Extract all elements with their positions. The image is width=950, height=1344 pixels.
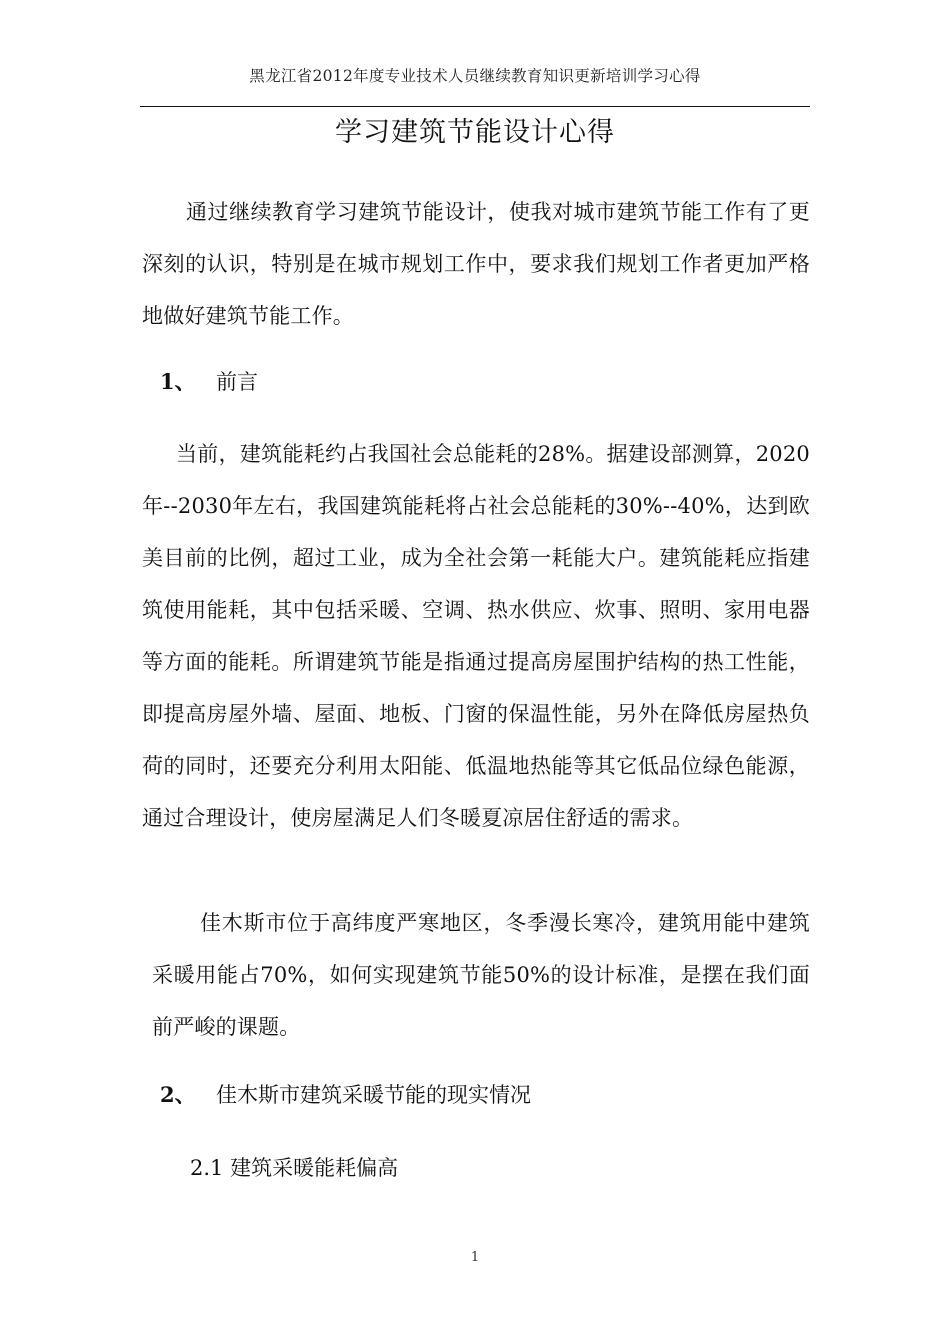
section-title: 佳木斯市建筑采暖节能的现实情况 [216, 1083, 531, 1107]
header-divider [140, 106, 810, 107]
section-heading-2 [160, 1080, 531, 1110]
section-number: 2、 [160, 1082, 196, 1107]
subsection-heading: 2.1 建筑采暖能耗偏高 [190, 1156, 399, 1180]
body-paragraph: 佳木斯市位于高纬度严寒地区，冬季漫长寒冷，建筑用能中建筑采暖用能占70%，如何实现建筑节能50%的设计标准，是摆在我们面前严峻的课题。 [152, 911, 810, 1039]
page-number: 1 [470, 1250, 480, 1265]
section-heading-1 [160, 367, 258, 397]
running-header: 黑龙江省2012年度专业技术人员继续教育知识更新培训学习心得 [249, 67, 701, 85]
section-number: 1、 [160, 369, 196, 394]
body-paragraph: 当前，建筑能耗约占我国社会总能耗的28%。据建设部测算，2020年--2030年左右，我国建筑能耗将占社会总能耗的30%--40%，达到欧美目前的比例，超过工业，成为全社会第一耗能大户。建筑能耗应指建筑使用能耗，其中包括采暖、空调、热水供应、炊事、照明、家用电器等方面的能耗。所谓建筑节能是指通过提高房屋围护结构的热工性能，即提高房屋外墙、屋面、地板、门窗的保温性能，另外在降低房屋热负荷的同时，还要充分利用太阳能、低温地热能等其它低品位绿色能源，通过合理设计，使房屋满足人们冬暖夏凉居住舒适的需求。 [142, 442, 810, 830]
section-title: 前言 [216, 370, 258, 394]
document-title: 学习建筑节能设计心得 [335, 117, 615, 148]
intro-paragraph: 通过继续教育学习建筑节能设计，使我对城市建筑节能工作有了更深刻的认识，特别是在城市规划工作中，要求我们规划工作者更加严格地做好建筑节能工作。 [142, 200, 810, 328]
